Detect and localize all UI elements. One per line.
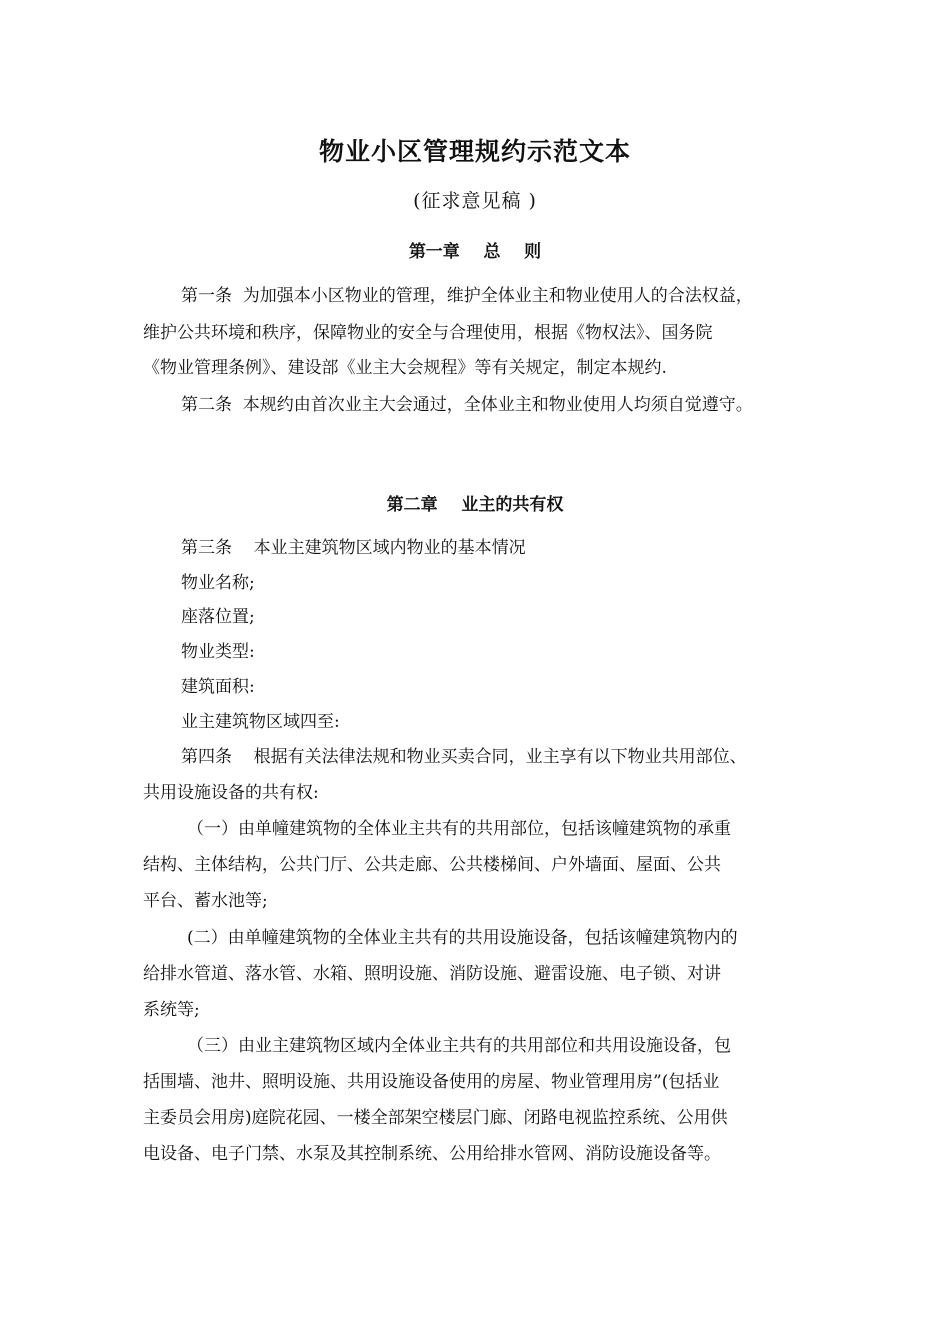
paragraph-line: 第四条 根据有关法律法规和物业买卖合同，业主享有以下物业共用部位、 <box>181 747 747 767</box>
paragraph-line: 平台、蓄水池等; <box>143 891 268 911</box>
paragraph-line: 业主建筑物区域四至: <box>181 712 340 732</box>
paragraph-line: 主委员会用房)庭院花园、一楼全部架空楼层门廊、闭路电视监控系统、公用供 <box>143 1108 728 1128</box>
paragraph-line: 电设备、电子门禁、水泵及其控制系统、公用给排水管网、消防设施设备等。 <box>143 1144 721 1164</box>
paragraph-line: （一）由单幢建筑物的全体业主共有的共用部位，包括该幢建筑物的承重 <box>187 819 731 839</box>
paragraph-line: 《物业管理条例》、建设部《业主大会规程》等有关规定，制定本规约. <box>143 358 667 378</box>
paragraph-line: 维护公共环境和秩序，保障物业的安全与合理使用，根据《物权法》、国务院 <box>143 323 713 343</box>
paragraph-line: 物业名称; <box>181 573 255 593</box>
document-title: 物业小区管理规约示范文本 <box>318 137 631 166</box>
paragraph-line: 括围墙、池井、照明设施、共用设施设备使用的房屋、物业管理用房”(包括业 <box>143 1072 720 1092</box>
paragraph-line: 物业类型: <box>181 642 255 662</box>
paragraph-line: 第三条 本业主建筑物区域内物业的基本情况 <box>181 538 526 558</box>
paragraph-line: 系统等; <box>143 1000 200 1020</box>
paragraph-line: 第二条 本规约由首次业主大会通过，全体业主和物业使用人均须自觉遵守。 <box>181 395 753 415</box>
paragraph-line: （三）由业主建筑物区域内全体业主共有的共用部位和共用设施设备，包 <box>187 1036 731 1056</box>
chapter-2-heading: 第二章 业主的共有权 <box>386 495 564 515</box>
chapter-1-heading: 第一章 总 则 <box>408 242 542 262</box>
paragraph-line: 共用设施设备的共有权: <box>143 783 319 803</box>
paragraph-line: 座落位置; <box>181 607 255 627</box>
paragraph-line: 第一条 为加强本小区物业的管理，维护全体业主和物业使用人的合法权益， <box>181 286 753 306</box>
paragraph-line: 结构、主体结构，公共门厅、公共走廊、公共楼梯间、户外墙面、屋面、公共 <box>143 855 721 875</box>
paragraph-line: (二）由单幢建筑物的全体业主共有的共用设施设备，包括该幢建筑物内的 <box>187 928 738 948</box>
document-subtitle: (征求意见稿 ) <box>413 190 537 212</box>
paragraph-line: 给排水管道、落水管、水箱、照明设施、消防设施、避雷设施、电子锁、对讲 <box>143 964 721 984</box>
paragraph-line: 建筑面积: <box>181 677 255 697</box>
